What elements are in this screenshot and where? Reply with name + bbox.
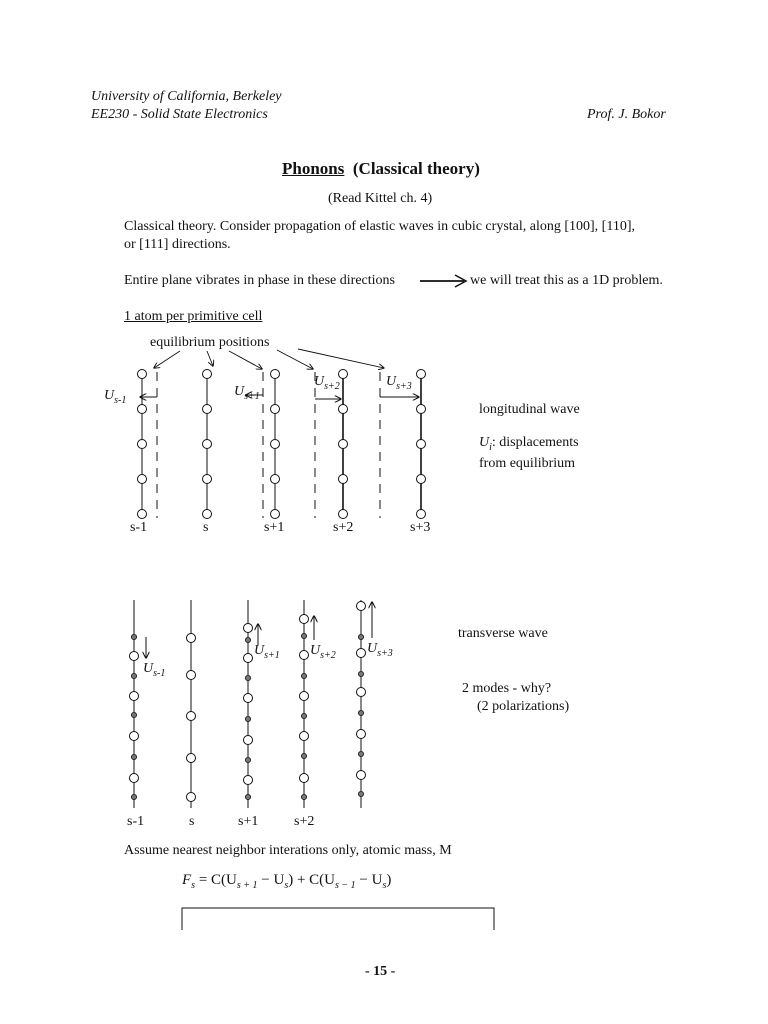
equilibrium-atom [131, 673, 136, 678]
assumption-text: Assume nearest neighbor interations only, atomic mass, M [124, 843, 452, 858]
plane2-label-2: s [189, 814, 195, 829]
equilibrium-atom [301, 753, 306, 758]
atom [187, 671, 196, 680]
atom [244, 736, 253, 745]
atom [417, 475, 426, 484]
longitudinal-label: longitudinal wave [479, 402, 580, 417]
plane-label-2: s [203, 520, 209, 535]
atom [203, 440, 212, 449]
atom [203, 405, 212, 414]
disp2-label-1: $U_{s-1}$ [143, 661, 166, 679]
atom [130, 652, 139, 661]
equilibrium-atom [131, 794, 136, 799]
intro-arrow [420, 275, 466, 287]
disp2-label-2: $U_{s+1}$ [254, 643, 280, 661]
equilibrium-atom [131, 712, 136, 717]
atom [300, 615, 309, 624]
atom [203, 370, 212, 379]
disp2-label-3: $U_{s+2}$ [310, 643, 336, 661]
equilibrium-atom [245, 637, 250, 642]
atom [244, 624, 253, 633]
atom [244, 776, 253, 785]
eq-part-4: − U [359, 872, 383, 888]
intro-para2-left: Entire plane vibrates in phase in these directions [124, 273, 395, 288]
equilibrium-label: equilibrium positions [150, 335, 270, 350]
plane-label-4: s+2 [333, 520, 354, 535]
polarization-label: (2 polarizations) [477, 699, 570, 714]
atom [357, 771, 366, 780]
ui-main: U [479, 435, 490, 450]
atom [271, 440, 280, 449]
atom [130, 774, 139, 783]
section-heading: 1 atom per primitive cell [124, 309, 263, 324]
atom [244, 654, 253, 663]
equilibrium-atom [245, 716, 250, 721]
atom [357, 730, 366, 739]
title-sub: (Classical theory) [352, 159, 480, 178]
atom [130, 692, 139, 701]
equilibrium-atom [358, 671, 363, 676]
atom [271, 405, 280, 414]
plane-label-5: s+3 [410, 520, 431, 535]
equilibrium-atom [131, 754, 136, 759]
eq-F-sub: s [191, 880, 196, 891]
plane2-label-3: s+1 [238, 814, 259, 829]
reading-note: (Read Kittel ch. 4) [328, 191, 433, 206]
atom [300, 692, 309, 701]
atom [271, 475, 280, 484]
equilibrium-atom [245, 794, 250, 799]
ui-definition-2: from equilibrium [479, 456, 576, 471]
eq-sub-2: s [284, 880, 289, 891]
atom [339, 440, 348, 449]
equilibrium-atom [358, 751, 363, 756]
intro-para2-right: we will treat this as a 1D problem. [470, 273, 663, 288]
atom [138, 475, 147, 484]
eq-sub-4: s [382, 880, 387, 891]
atom [138, 405, 147, 414]
eq-part-2: − U [261, 872, 285, 888]
atom [417, 370, 426, 379]
atom [357, 602, 366, 611]
header-professor: Prof. J. Bokor [587, 107, 666, 122]
transverse-diagram [130, 600, 373, 808]
equilibrium-atom [358, 634, 363, 639]
eq-part-1: = C(U [198, 872, 237, 888]
disp-label-1: $U_{s-1}$ [104, 388, 127, 406]
longitudinal-diagram [138, 370, 426, 519]
equation-box [182, 908, 494, 930]
atom [357, 649, 366, 658]
atom [271, 510, 280, 519]
plane-label-1: s-1 [130, 520, 148, 535]
disp2-label-4: $U_{s+3}$ [367, 641, 393, 659]
eq-F: F [182, 872, 192, 888]
plane2-label-4: s+2 [294, 814, 315, 829]
atom [339, 475, 348, 484]
equilibrium-atom [245, 675, 250, 680]
equilibrium-pointers [154, 349, 384, 369]
header-university: University of California, Berkeley [91, 89, 282, 104]
disp-label-4: $U_{s+3}$ [386, 374, 412, 392]
atom [187, 634, 196, 643]
equilibrium-atom [358, 710, 363, 715]
atom [339, 405, 348, 414]
atom [339, 510, 348, 519]
equilibrium-atom [301, 713, 306, 718]
plane-label-3: s+1 [264, 520, 285, 535]
plane2-label-1: s-1 [127, 814, 145, 829]
atom [203, 510, 212, 519]
intro-line-1: Classical theory. Consider propagation of elastic waves in cubic crystal, along [100], [110], [124, 219, 635, 234]
disp-label-3: $U_{s+2}$ [314, 374, 340, 392]
atom [130, 732, 139, 741]
ui-text: : displacements [491, 435, 579, 450]
disp-label-2: $U_{s+1}$ [234, 384, 260, 402]
equilibrium-atom [301, 673, 306, 678]
atom [187, 712, 196, 721]
ui-sub: i [489, 441, 492, 453]
atom [138, 510, 147, 519]
equilibrium-atom [301, 633, 306, 638]
atom [300, 774, 309, 783]
atom [357, 688, 366, 697]
equilibrium-atom [358, 791, 363, 796]
eq-sub-3: s − 1 [335, 880, 356, 891]
header-course: EE230 - Solid State Electronics [91, 107, 268, 122]
intro-line-2: or [111] directions. [124, 237, 231, 252]
transverse-label: transverse wave [458, 626, 548, 641]
atom [417, 510, 426, 519]
atom [339, 370, 348, 379]
equilibrium-atom [301, 794, 306, 799]
atom [244, 694, 253, 703]
equilibrium-atom [131, 634, 136, 639]
atom [417, 405, 426, 414]
title-main: Phonons [282, 159, 345, 178]
atom [300, 651, 309, 660]
equilibrium-atom [245, 757, 250, 762]
atom [203, 475, 212, 484]
eq-part-5: ) [386, 872, 392, 888]
eq-sub-1: s + 1 [236, 880, 258, 891]
atom [187, 754, 196, 763]
atom [417, 440, 426, 449]
atom [300, 732, 309, 741]
eq-part-3: ) + C(U [288, 872, 336, 888]
atom [187, 793, 196, 802]
modes-label: 2 modes - why? [462, 681, 552, 696]
atom [271, 370, 280, 379]
atom [138, 370, 147, 379]
atom [138, 440, 147, 449]
page-number: - 15 - [365, 964, 396, 979]
